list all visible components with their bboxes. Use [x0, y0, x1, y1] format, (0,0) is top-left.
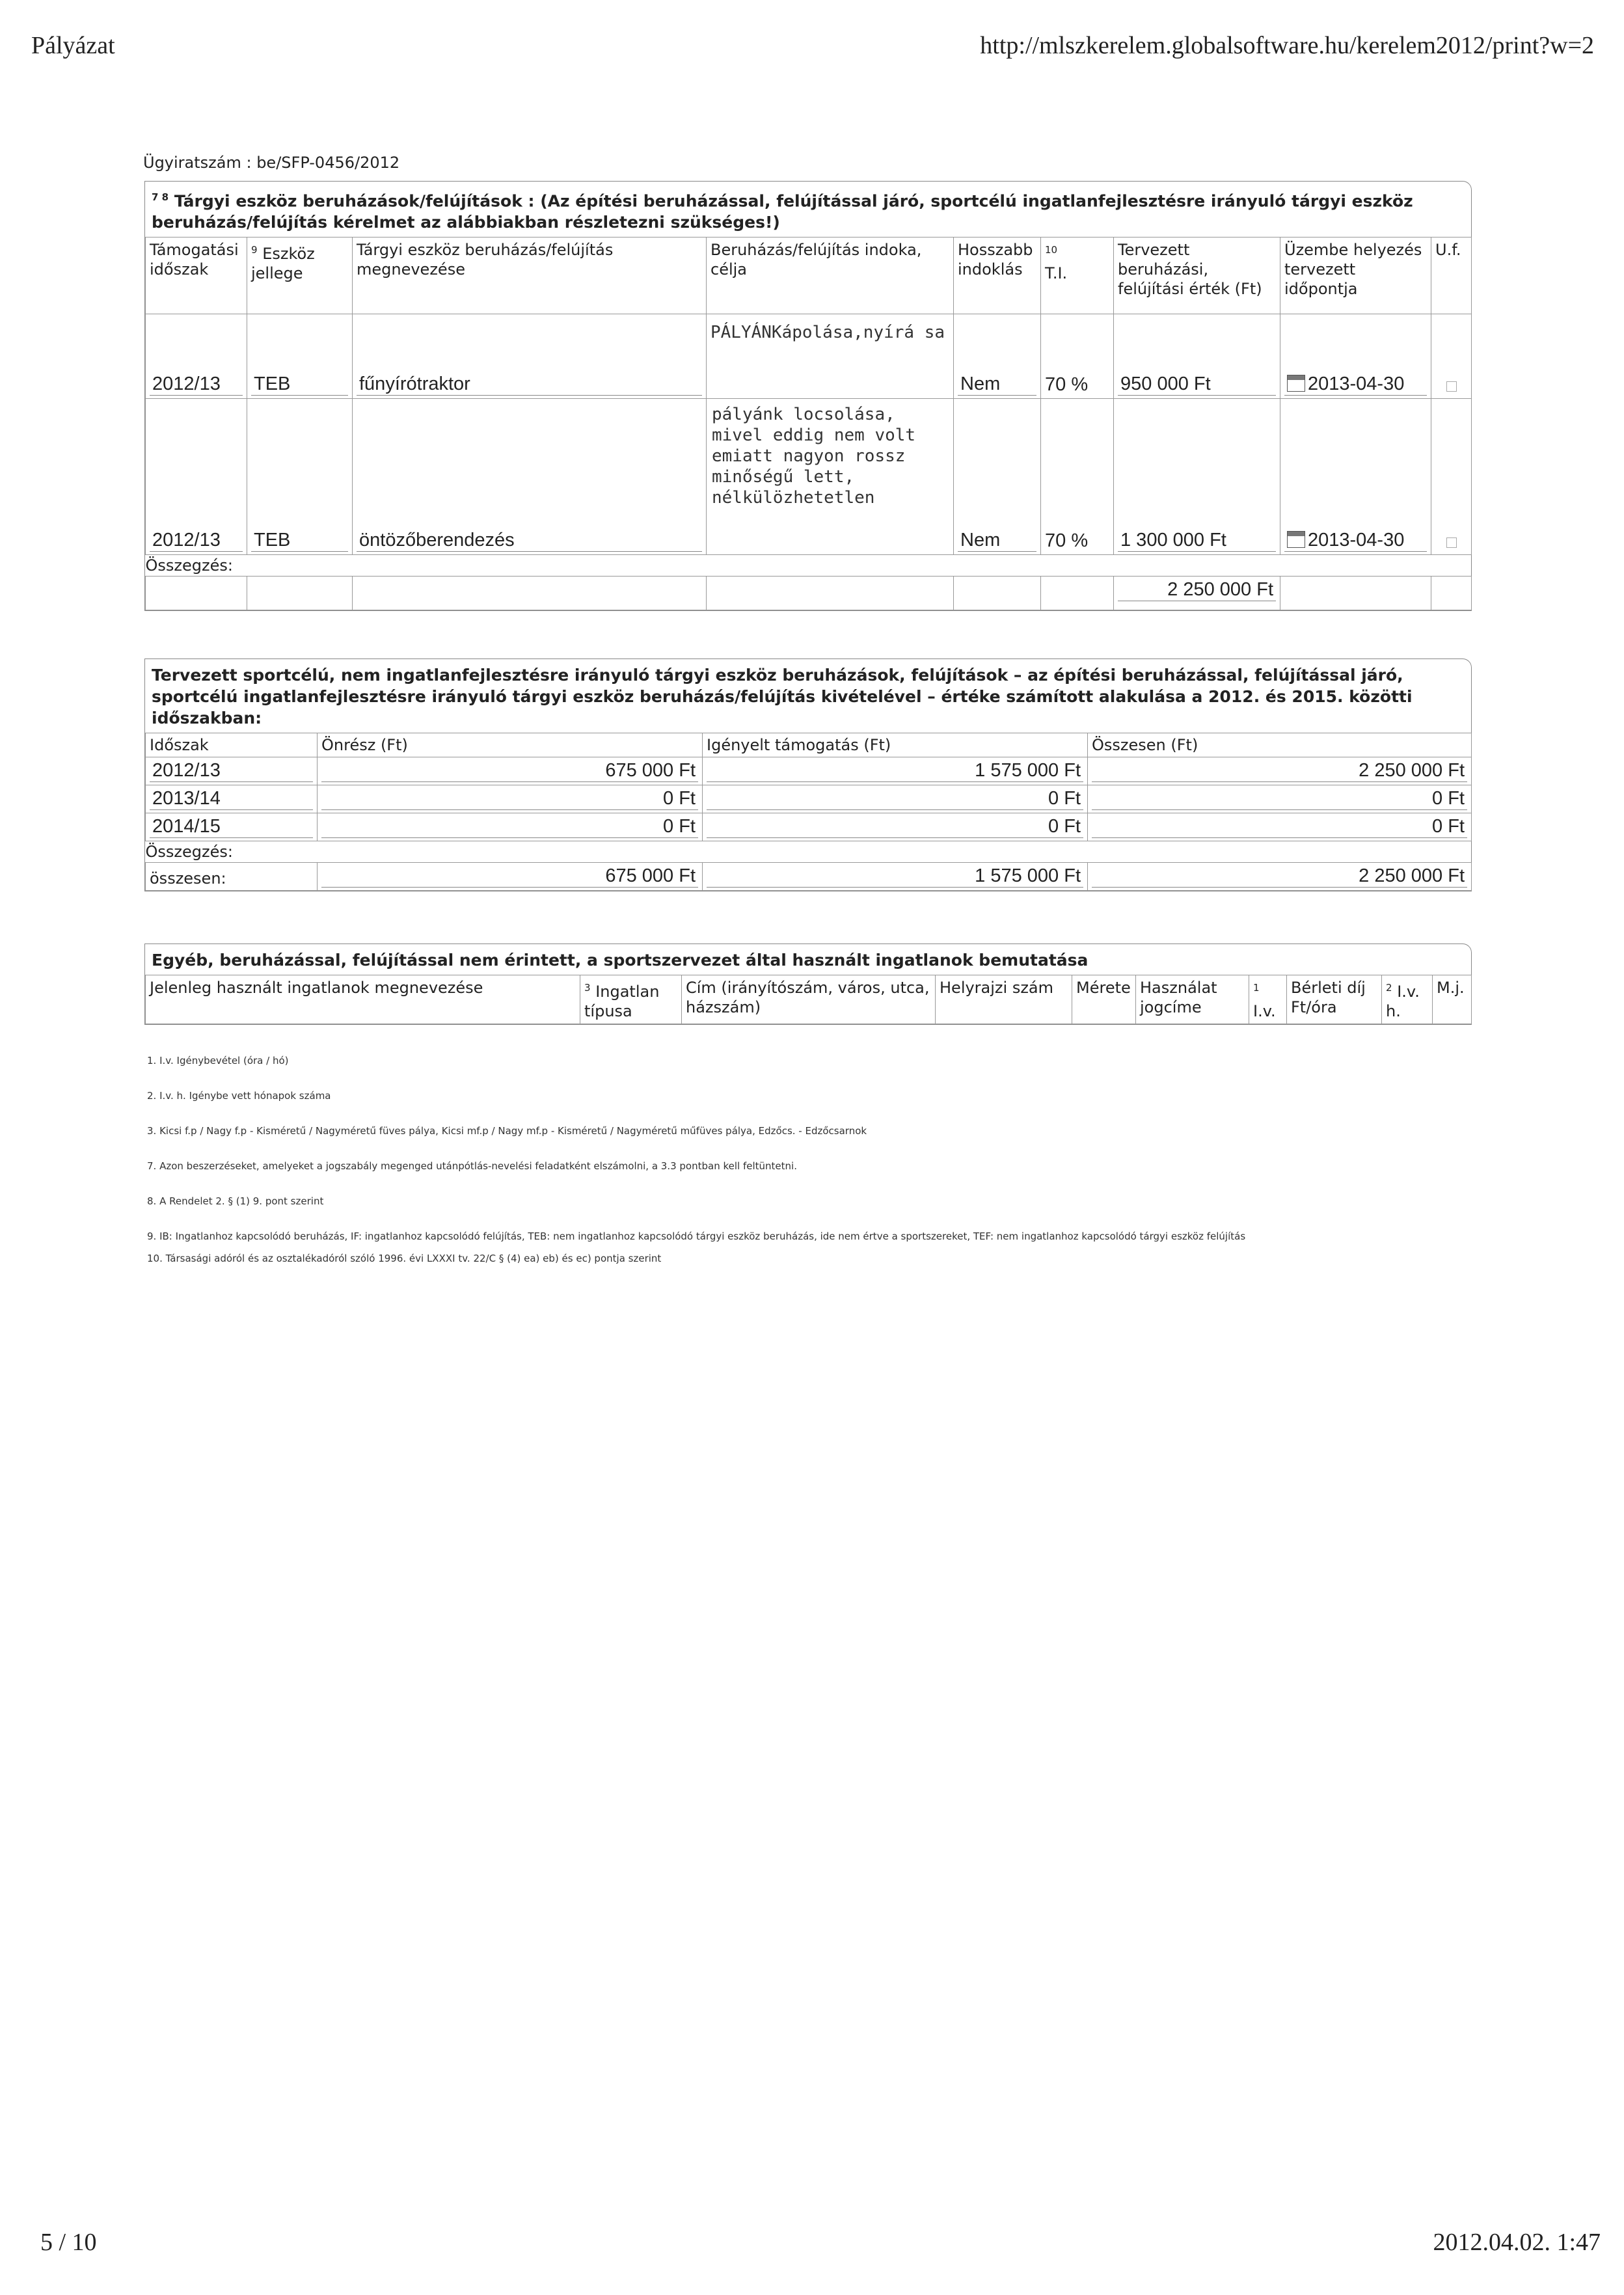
summary-label-row	[146, 555, 1472, 577]
calendar-icon[interactable]	[1287, 375, 1305, 392]
other-properties-table	[145, 975, 1472, 1024]
footnote: 2. I.v. h. Igénybe vett hónapok száma	[147, 1090, 331, 1102]
date-field[interactable]: 2013-04-30	[1284, 530, 1427, 552]
footnote: 10. Társasági adóról és az osztalékadóról szóló 1996. évi LXXXI tv. 22/C § (4) ea) eb) és ec) pontja szerint	[147, 1253, 662, 1264]
page-number: 5 / 10	[40, 2229, 97, 2256]
col-header-asset-type: $^9$ Eszköz jellege	[247, 238, 353, 314]
col-header-requested: Igényelt támogatás (Ft)	[703, 733, 1088, 757]
table-row	[146, 813, 1472, 841]
footnote: 3. Kicsi f.p / Nagy f.p - Kisméretű / Nagyméretű füves pálya, Kicsi mf.p / Nagy mf.p - Kisméretű / Nagyméretű műfüves pálya, Edzőcs. - Edzőcsarnok	[147, 1125, 867, 1137]
period-value: 2013/14	[150, 788, 313, 810]
calendar-icon[interactable]	[1287, 531, 1305, 548]
uf-checkbox[interactable]	[1446, 537, 1457, 548]
value-field[interactable]: 950 000 Ft	[1118, 373, 1276, 396]
col-header-property-name: Jelenleg használt ingatlanok megnevezése	[146, 975, 580, 1024]
col-header-value: Tervezett beruházási, felújítási érték (Ft)	[1114, 238, 1280, 314]
total-row	[146, 863, 1472, 891]
summary-label: Összegzés:	[145, 556, 233, 575]
col-header-total: Összesen (Ft)	[1088, 733, 1472, 757]
longer-reason-select[interactable]: Nem	[958, 530, 1036, 552]
total-requested-value: 1 575 000 Ft	[707, 865, 1083, 888]
print-datetime: 2012.04.02. 1:47	[1433, 2229, 1601, 2256]
total-field: 0 Ft	[1092, 816, 1467, 838]
asset-investments-title: $^{7 8}$ Tárgyi eszköz beruházások/felújítások : (Az építési beruházással, felújítással járó, sportcélú ingatlanfejlesztésre irányuló tárgyi eszköz beruházás/felújítás kérelmet az alábbiakban részletezni szükséges!)	[152, 191, 1413, 232]
planned-investments-table	[145, 733, 1472, 891]
table-row	[146, 785, 1472, 813]
asset-name-field[interactable]: öntözőberendezés	[357, 530, 702, 552]
col-header-rent: Bérleti díj Ft/óra	[1287, 975, 1382, 1024]
col-header-own: Önrész (Ft)	[318, 733, 703, 757]
col-header-iv: $^1$ I.v.	[1249, 975, 1287, 1024]
grand-total-value: 2 250 000 Ft	[1092, 865, 1467, 888]
page-header-title: Pályázat	[31, 32, 115, 59]
requested-field[interactable]: 1 575 000 Ft	[707, 760, 1083, 782]
page-header-url: http://mlszkerelem.globalsoftware.hu/kerelem2012/print?w=2	[980, 32, 1594, 59]
asset-name-field[interactable]: fűnyírótraktor	[357, 373, 702, 396]
col-header-ivh: $^2$ I.v. h.	[1382, 975, 1433, 1024]
asset-type-field[interactable]: TEB	[251, 373, 348, 396]
planned-investments-title: Tervezett sportcélú, nem ingatlanfejlesztésre irányuló tárgyi eszköz beruházások, felújítások – az építési beruházással, felújítással járó, sportcélú ingatlanfejlesztésre irányuló tárgyi eszköz beruházás/felújítás kivételével – értéke számított alakulása a 2012. és 2015. közötti időszakban:	[152, 666, 1413, 727]
other-properties-section	[144, 944, 1472, 1025]
summary-label-row	[146, 841, 1472, 863]
period-value: 2014/15	[150, 816, 313, 838]
period-value: 2012/13	[150, 760, 313, 782]
col-header-reason: Beruházás/felújítás indoka, célja	[707, 238, 954, 314]
summary-label: Összegzés:	[145, 843, 233, 861]
case-number: Ügyiratszám : be/SFP-0456/2012	[143, 154, 400, 172]
summary-row	[146, 577, 1472, 610]
col-header-uf: U.f.	[1431, 238, 1472, 314]
period-field[interactable]: 2012/13	[150, 530, 243, 552]
own-field[interactable]: 0 Ft	[321, 816, 698, 838]
requested-field[interactable]: 0 Ft	[707, 788, 1083, 810]
summary-total-value: 2 250 000 Ft	[1118, 579, 1276, 601]
footnote: 8. A Rendelet 2. § (1) 9. pont szerint	[147, 1195, 324, 1207]
col-header-longer: Hosszabb indoklás	[954, 238, 1041, 314]
col-header-name: Tárgyi eszköz beruházás/felújítás megnevezése	[353, 238, 707, 314]
planned-investments-section	[144, 659, 1472, 891]
own-field[interactable]: 675 000 Ft	[321, 760, 698, 782]
col-header-mj: M.j.	[1433, 975, 1472, 1024]
table-header-row	[146, 975, 1472, 1024]
footnote: 9. IB: Ingatlanhoz kapcsolódó beruházás, IF: ingatlanhoz kapcsolódó felújítás, TEB: nem ingatlanhoz kapcsolódó tárgyi eszköz beruházás, ide nem értve a sportszereket, TEF: nem ingatlanhoz kapcsolódó tárgyi eszköz felújítás	[147, 1230, 1246, 1242]
asset-investments-section	[144, 181, 1472, 611]
reason-textarea[interactable]: pályánk locsolása, mivel eddig nem volt emiatt nagyon rossz minőségű lett, nélkülözhetetlen	[712, 405, 916, 508]
value-field[interactable]: 1 300 000 Ft	[1118, 530, 1276, 552]
col-header-property-type: $^3$ Ingatlan típusa	[580, 975, 682, 1024]
other-properties-title: Egyéb, beruházással, felújítással nem érintett, a sportszervezet által használt ingatlanok bemutatása	[152, 951, 1089, 970]
col-header-usage-title: Használat jogcíme	[1136, 975, 1249, 1024]
table-header-row	[146, 238, 1472, 314]
reason-textarea[interactable]: PÁLYÁNKápolása,nyírá sa	[710, 323, 945, 343]
col-header-ti: $^{10}$ T.I.	[1041, 238, 1114, 314]
asset-type-field[interactable]: TEB	[251, 530, 348, 552]
col-header-date: Üzembe helyezés tervezett időpontja	[1280, 238, 1431, 314]
ti-value: 70 %	[1045, 530, 1089, 552]
col-header-period: Támogatási időszak	[146, 238, 247, 314]
col-header-period: Időszak	[146, 733, 318, 757]
uf-checkbox[interactable]	[1446, 381, 1457, 392]
total-label: összesen:	[150, 869, 226, 888]
col-header-address: Cím (irányítószám, város, utca, házszám)	[682, 975, 936, 1024]
table-row	[146, 314, 1472, 399]
col-header-size: Mérete	[1072, 975, 1136, 1024]
longer-reason-select[interactable]: Nem	[958, 373, 1036, 396]
ti-value: 70 %	[1045, 374, 1089, 396]
date-field[interactable]: 2013-04-30	[1284, 373, 1427, 396]
footnote: 7. Azon beszerzéseket, amelyeket a jogszabály megenged utánpótlás-nevelési feladatként elszámolni, a 3.3 pontban kell feltüntetni.	[147, 1160, 797, 1172]
total-field: 2 250 000 Ft	[1092, 760, 1467, 782]
table-header-row	[146, 733, 1472, 757]
own-field[interactable]: 0 Ft	[321, 788, 698, 810]
table-row	[146, 399, 1472, 555]
total-own-value: 675 000 Ft	[321, 865, 698, 888]
requested-field[interactable]: 0 Ft	[707, 816, 1083, 838]
total-field: 0 Ft	[1092, 788, 1467, 810]
footnote: 1. I.v. Igénybevétel (óra / hó)	[147, 1055, 289, 1066]
table-row	[146, 757, 1472, 785]
asset-investments-table	[145, 237, 1472, 610]
col-header-lot-number: Helyrajzi szám	[936, 975, 1072, 1024]
period-field[interactable]: 2012/13	[150, 373, 243, 396]
footnotes	[147, 1054, 1474, 1287]
